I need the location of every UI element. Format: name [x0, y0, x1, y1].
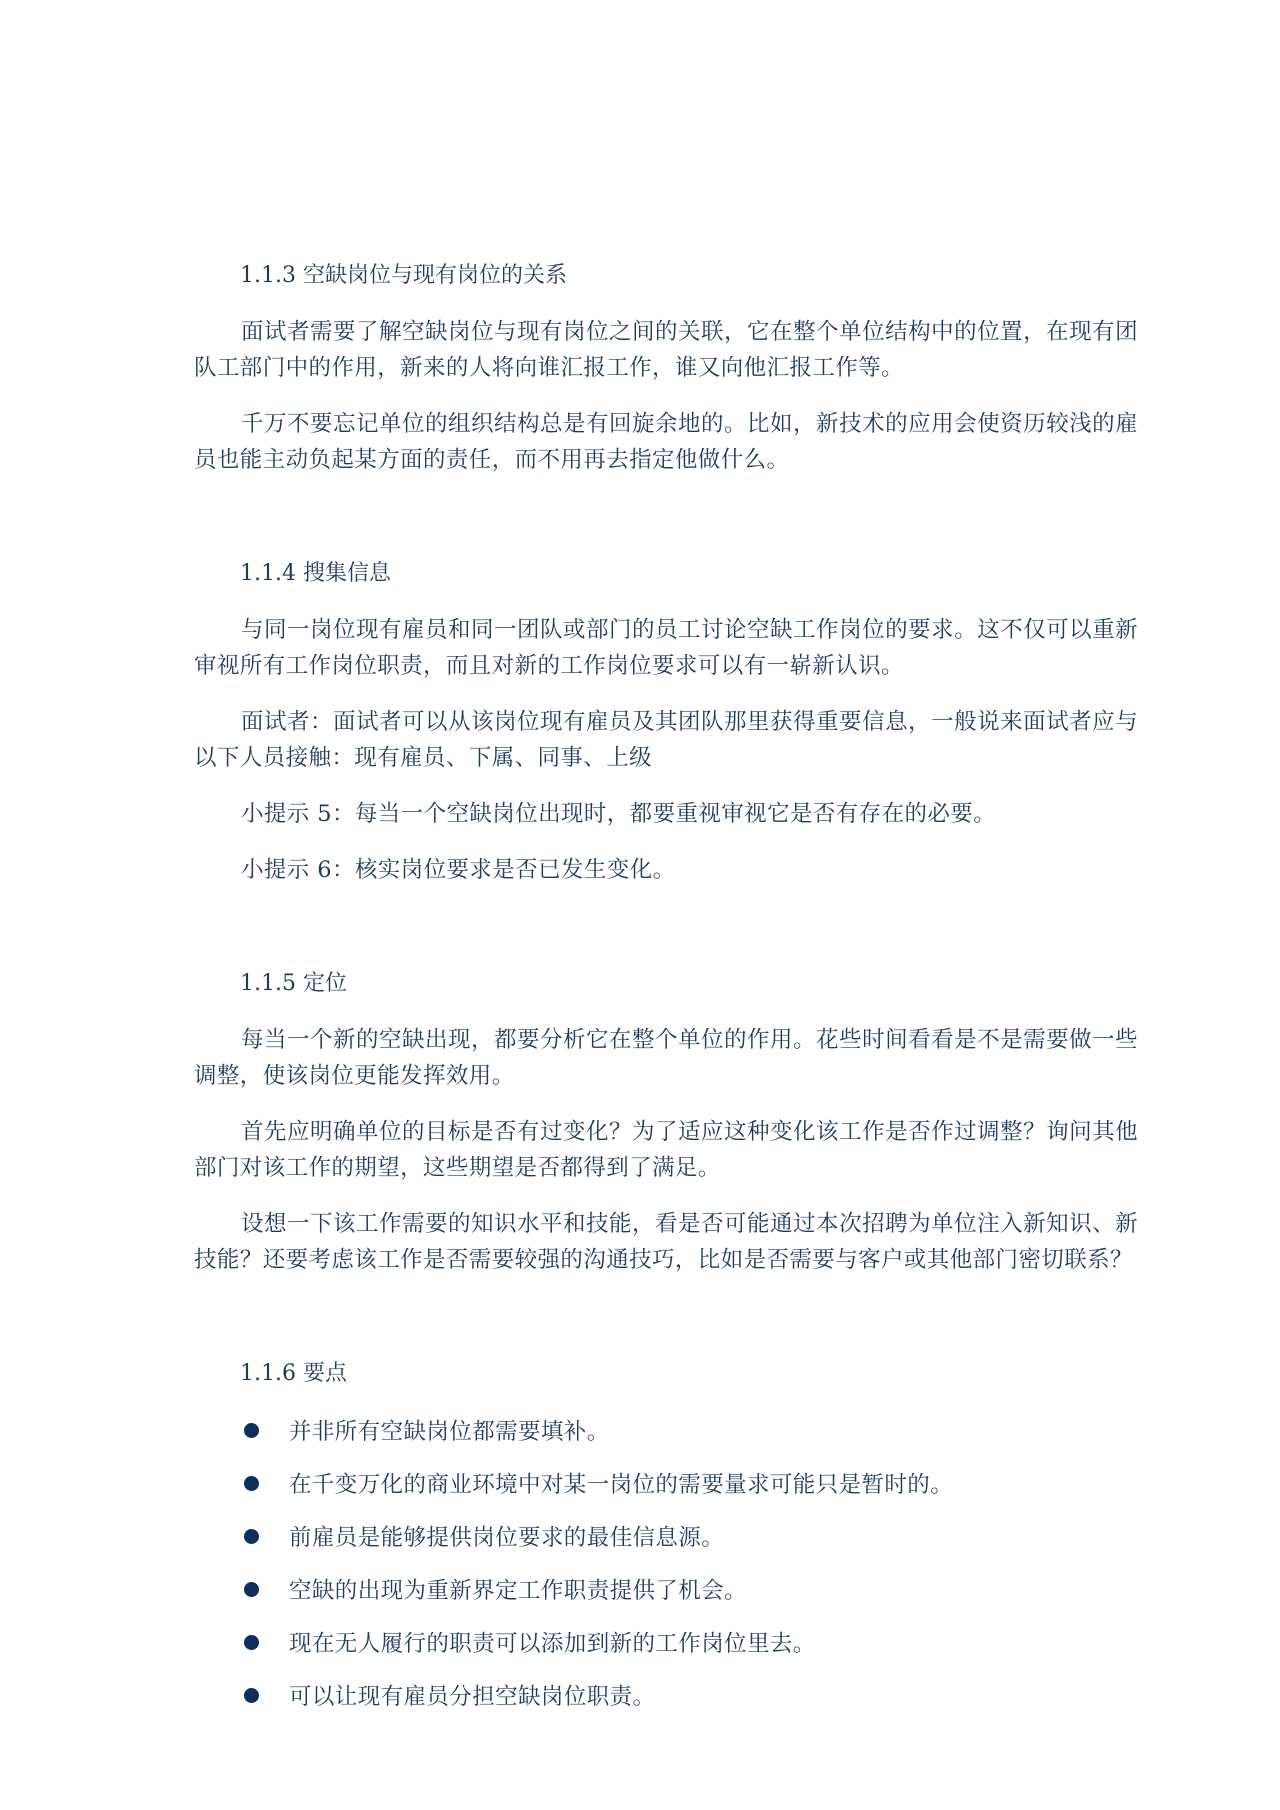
section-heading: 1.1.6 要点 — [240, 1361, 347, 1386]
bullet-icon — [244, 1529, 259, 1544]
list-item-text: 在千变万化的商业环境中对某一岗位的需要量求可能只是暂时的。 — [289, 1472, 954, 1498]
key-points-list — [194, 1412, 1138, 1713]
section-heading: 1.1.5 定位 — [240, 971, 347, 996]
tip-paragraph: 小提示 6：核实岗位要求是否已发生变化。 — [241, 857, 676, 883]
section-heading: 1.1.3 空缺岗位与现有岗位的关系 — [240, 263, 567, 288]
list-item — [194, 1412, 1138, 1448]
list-item — [194, 1518, 1138, 1554]
bullet-icon — [244, 1582, 259, 1597]
list-item-text: 空缺的出现为重新界定工作职责提供了机会。 — [289, 1578, 748, 1604]
section-heading: 1.1.4 搜集信息 — [240, 561, 391, 586]
section-1-1-3 — [194, 258, 1138, 478]
bullet-icon — [244, 1423, 259, 1438]
list-item-text: 可以让现有雇员分担空缺岗位职责。 — [289, 1684, 656, 1710]
paragraph: 面试者需要了解空缺岗位与现有岗位之间的关联，它在整个单位结构中的位置，在现有团队工部门中的作用，新来的人将向谁汇报工作，谁又向他汇报工作等。 — [194, 319, 1138, 381]
paragraph: 设想一下该工作需要的知识水平和技能，看是否可能通过本次招聘为单位注入新知识、新技能？还要考虑该工作是否需要较强的沟通技巧，比如是否需要与客户或其他部门密切联系？ — [194, 1211, 1138, 1273]
bullet-icon — [244, 1635, 259, 1650]
paragraph: 千万不要忘记单位的组织结构总是有回旋余地的。比如，新技术的应用会使资历较浅的雇员也能主动负起某方面的责任，而不用再去指定他做什么。 — [194, 411, 1138, 473]
section-1-1-6 — [194, 1356, 1138, 1713]
tip-paragraph: 小提示 5：每当一个空缺岗位出现时，都要重视审视它是否有存在的必要。 — [241, 801, 997, 827]
bullet-icon — [244, 1476, 259, 1491]
list-item — [194, 1571, 1138, 1607]
section-1-1-5 — [194, 966, 1138, 1278]
list-item — [194, 1677, 1138, 1713]
list-item-text: 现在无人履行的职责可以添加到新的工作岗位里去。 — [289, 1631, 816, 1657]
list-item-text: 前雇员是能够提供岗位要求的最佳信息源。 — [289, 1525, 725, 1551]
list-item — [194, 1465, 1138, 1501]
list-item-text: 并非所有空缺岗位都需要填补。 — [289, 1419, 610, 1445]
paragraph: 与同一岗位现有雇员和同一团队或部门的员工讨论空缺工作岗位的要求。这不仅可以重新审视所有工作岗位职责，而且对新的工作岗位要求可以有一崭新认识。 — [194, 617, 1138, 679]
section-1-1-4 — [194, 556, 1138, 888]
bullet-icon — [244, 1688, 259, 1703]
paragraph: 面试者：面试者可以从该岗位现有雇员及其团队那里获得重要信息，一般说来面试者应与以下人员接触：现有雇员、下属、同事、上级 — [194, 709, 1138, 771]
paragraph: 每当一个新的空缺出现，都要分析它在整个单位的作用。花些时间看看是不是需要做一些调整，使该岗位更能发挥效用。 — [194, 1027, 1138, 1089]
list-item — [194, 1624, 1138, 1660]
paragraph: 首先应明确单位的目标是否有过变化？为了适应这种变化该工作是否作过调整？询问其他部门对该工作的期望，这些期望是否都得到了满足。 — [194, 1119, 1138, 1181]
page-content — [194, 258, 1138, 1730]
